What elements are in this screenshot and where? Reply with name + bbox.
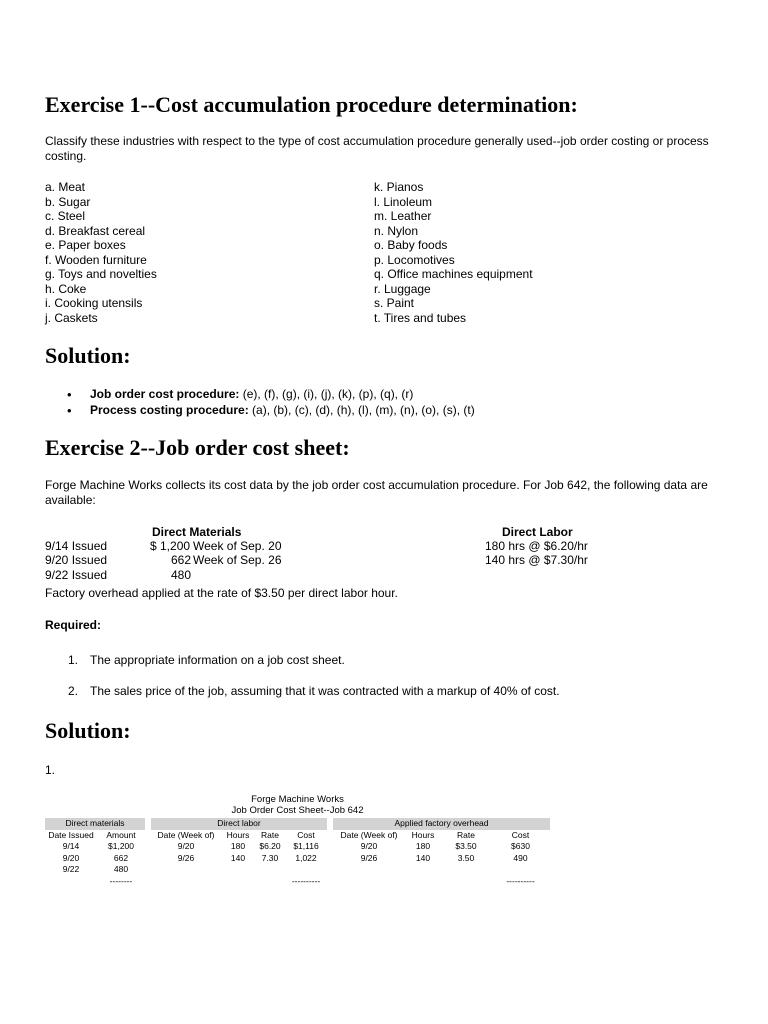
labor-row-2: 140 hrs @ $7.30/hr [485,553,588,567]
job-order-label: Job order cost procedure: [90,387,240,401]
group-header-row [45,818,550,830]
table-cell: 9/26 [177,852,195,863]
week-row-1: Week of Sep. 20 [193,539,282,553]
direct-materials-header: Direct Materials [152,525,242,539]
job-order-value: (e), (f), (g), (i), (j), (k), (p), (q), (r) [239,387,414,401]
requirement-1-number: 1. [68,653,79,667]
table-cell: 140 [230,852,246,863]
table-row [45,864,550,876]
industry-list-left [45,180,157,325]
group-direct-labor: Direct labor [151,818,327,830]
column-header: Rate [261,829,279,840]
list-item: q. Office machines equipment [374,267,533,281]
issued-row-3: 9/22 Issued [45,568,108,582]
overhead-rate-text: Factory overhead applied at the rate of $3.50 per direct labor hour. [45,586,398,600]
solution-1-title: Solution: [45,343,131,368]
list-item [45,387,475,403]
table-cell: 480 [113,864,129,875]
list-item: h. Coke [45,281,87,296]
list-item: n. Nylon [374,223,419,238]
table-cell: $630 [511,841,530,852]
list-item: a. Meat [45,180,86,194]
table-cell [255,864,285,876]
list-item: c. Steel [45,209,86,223]
list-item: p. Locomotives [374,252,455,267]
issued-row-1: 9/14 Issued [45,539,108,553]
list-item: t. Tires and tubes [374,310,467,325]
table-cell [491,864,550,876]
column-header: Hours [226,829,250,840]
company-name: Forge Machine Works [251,794,344,805]
list-item: d. Breakfast cereal [45,223,146,238]
table-cell [441,864,491,876]
exercise-2-title: Exercise 2--Job order cost sheet: [45,435,350,460]
process-costing-label: Process costing procedure: [90,402,249,417]
list-item: o. Baby foods [374,238,448,252]
process-costing-value: (a), (b), (c), (d), (h), (l), (m), (n), (o), (s), (t) [248,402,475,417]
table-cell: 3.50 [457,852,475,863]
list-item: m. Leather [374,209,432,223]
table-cell: 9/20 [177,841,195,852]
table-cell: 9/22 [62,864,80,875]
table-cell: $3.50 [455,841,477,852]
job-cost-sheet-table [45,818,550,887]
amount-row-2: 662 [171,553,192,567]
list-item: b. Sugar [45,194,91,209]
list-item: i. Cooking utensils [45,296,143,310]
solution-2-number: 1. [45,763,56,777]
exercise-1-title: Exercise 1--Cost accumulation procedure determination: [45,92,578,117]
list-item: f. Wooden furniture [45,252,147,267]
table-cell: $1,116 [293,841,319,852]
column-header: Date Issued [48,829,94,840]
list-item [45,403,475,419]
list-item: l. Linoleum [374,194,433,209]
subtotal-rule: ---------- [291,875,321,886]
column-header-row [45,830,550,842]
list-item: e. Paper boxes [45,238,126,252]
table-cell: 180 [415,841,431,852]
solution-1-list [45,387,475,418]
subtotal-rule-row [45,876,550,888]
exercise-1-intro: Classify these industries with respect to the type of cost accumulation procedure generally used--job order costing or process costing. [45,134,709,163]
table-row [45,841,550,853]
column-header: Hours [411,829,435,840]
list-item: k. Pianos [374,180,424,194]
table-cell: 662 [113,852,129,863]
labor-row-1: 180 hrs @ $6.20/hr [485,539,588,553]
job-cost-sheet-title: Job Order Cost Sheet--Job 642 [231,805,364,816]
industry-list-right [374,180,533,325]
issued-row-2: 9/20 Issued [45,553,108,567]
table-cell: $1,200 [108,841,134,852]
table-cell [221,864,255,876]
requirement-2-number: 2. [68,684,79,698]
table-row [45,853,550,865]
table-cell: 1,022 [295,852,317,863]
table-cell: 9/26 [360,852,378,863]
table-cell: 490 [513,852,528,863]
table-cell: 140 [415,852,431,863]
week-row-2: Week of Sep. 26 [193,553,282,567]
amount-row-1: $ 1,200 [150,539,191,553]
amount-row-3: 480 [171,568,192,582]
list-item: s. Paint [374,296,415,310]
list-item: g. Toys and novelties [45,267,157,281]
subtotal-rule: -------- [109,875,133,886]
exercise-2-intro: Forge Machine Works collects its cost data by the job order cost accumulation procedure. For Job 642, the following data are available: [45,478,708,507]
direct-labor-header: Direct Labor [502,525,573,539]
job-cost-sheet-caption [45,794,550,816]
required-label: Required: [45,618,102,632]
group-applied-overhead: Applied factory overhead [333,818,550,830]
requirement-2-text: The sales price of the job, assuming that it was contracted with a markup of 40% of cost. [90,684,560,698]
list-item: r. Luggage [374,281,431,296]
table-cell [405,864,441,876]
table-cell: $6.20 [259,841,281,852]
table-cell [333,864,405,876]
column-header: Date (Week of) [157,829,215,840]
table-cell: 9/20 [62,852,80,863]
column-header: Rate [457,829,475,840]
table-cell: 9/20 [360,841,378,852]
group-direct-materials: Direct materials [45,818,145,830]
table-cell: 9/14 [62,841,80,852]
column-header: Date (Week of) [340,829,398,840]
solution-2-title: Solution: [45,718,131,743]
column-header: Amount [106,829,136,840]
column-header: Cost [511,829,530,840]
requirement-1-text: The appropriate information on a job cost sheet. [90,653,345,667]
table-cell: 180 [230,841,246,852]
table-cell: 7.30 [261,852,279,863]
table-cell [151,864,221,876]
subtotal-rule: ---------- [506,875,535,886]
table-cell [285,864,327,876]
column-header: Cost [297,829,315,840]
list-item: j. Caskets [45,310,98,325]
